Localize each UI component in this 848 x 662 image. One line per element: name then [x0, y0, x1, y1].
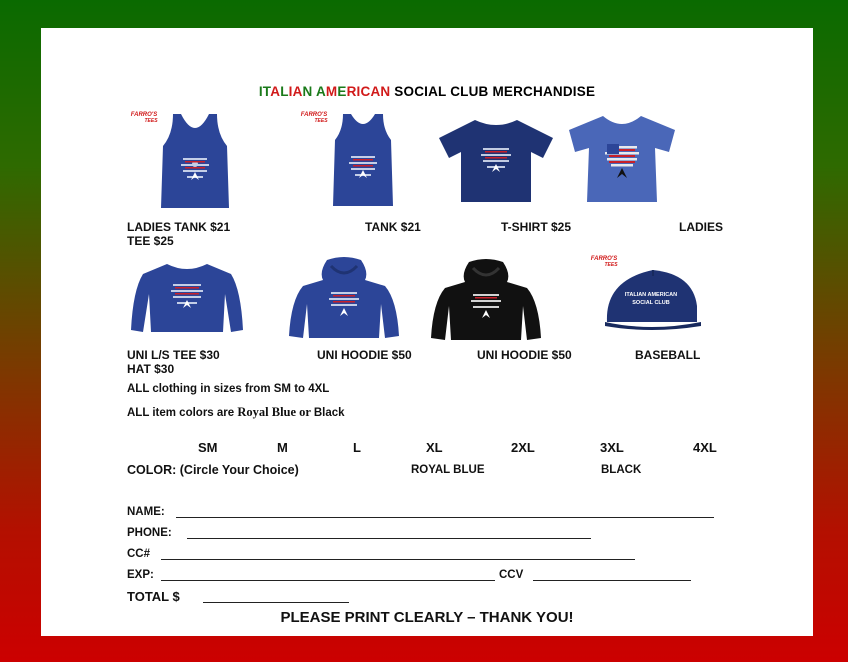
- hat-text-line1: ITALIAN AMERICAN: [624, 292, 678, 298]
- size-sm[interactable]: SM: [198, 440, 218, 455]
- long-sleeve-tee-image: [127, 260, 247, 334]
- tank-image: [323, 112, 403, 210]
- page-title: ITALIAN AMERICAN SOCIAL CLUB MERCHANDISE: [258, 84, 596, 99]
- colors-note: ALL item colors are Royal Blue or Black: [127, 405, 345, 419]
- exp-label: EXP:: [127, 569, 154, 581]
- hoodie-blue-label: UNI HOODIE $50: [317, 348, 412, 362]
- total-label: TOTAL $: [127, 589, 180, 604]
- size-4xl[interactable]: 4XL: [693, 440, 717, 455]
- total-field[interactable]: [203, 602, 349, 603]
- size-xl[interactable]: XL: [426, 440, 443, 455]
- phone-field[interactable]: [187, 538, 591, 539]
- exp-field[interactable]: [161, 580, 495, 581]
- svg-text:TEES: TEES: [144, 118, 158, 124]
- name-label: NAME:: [127, 506, 165, 518]
- svg-text:FARRO'S: FARRO'S: [300, 112, 328, 118]
- hoodie-black-image: [429, 258, 543, 342]
- phone-label: PHONE:: [127, 527, 172, 539]
- ladies-tank-image: [147, 112, 243, 212]
- baseball-hat-image: [601, 266, 705, 330]
- color-royal-blue[interactable]: ROYAL BLUE: [411, 464, 485, 476]
- size-m[interactable]: M: [277, 440, 288, 455]
- svg-text:TEES: TEES: [314, 118, 328, 124]
- name-field[interactable]: [176, 517, 714, 518]
- ladies-tank-label: LADIES TANK $21: [127, 220, 231, 234]
- svg-text:FARRO'S: FARRO'S: [590, 256, 618, 262]
- cc-label: CC#: [127, 548, 151, 560]
- tank-label: TANK $21: [365, 220, 421, 234]
- hoodie-black-label: UNI HOODIE $50: [477, 348, 572, 362]
- size-3xl[interactable]: 3XL: [600, 440, 624, 455]
- footer-note: PLEASE PRINT CLEARLY – THANK YOU!: [280, 609, 574, 626]
- ladies-tee-label: TEE $25: [127, 234, 174, 248]
- size-l[interactable]: L: [353, 440, 361, 455]
- ladies-label: LADIES: [679, 220, 724, 234]
- ccv-field[interactable]: [533, 580, 691, 581]
- ccv-label: CCV: [499, 569, 524, 581]
- hat-label: HAT $30: [127, 362, 175, 376]
- ladies-tee-image: [565, 114, 679, 204]
- color-black[interactable]: BLACK: [601, 464, 642, 476]
- size-2xl[interactable]: 2XL: [511, 440, 535, 455]
- baseball-label: BASEBALL: [635, 348, 701, 362]
- ls-tee-label: UNI L/S TEE $30: [127, 348, 220, 362]
- svg-text:TEES: TEES: [604, 262, 618, 268]
- order-form-sheet: [41, 28, 813, 636]
- tshirt-image: [435, 118, 557, 204]
- color-choice-label: COLOR: (Circle Your Choice): [127, 463, 299, 477]
- tshirt-label: T-SHIRT $25: [501, 220, 572, 234]
- hoodie-blue-image: [287, 256, 401, 340]
- cc-field[interactable]: [161, 559, 635, 560]
- hat-text-line2: SOCIAL CLUB: [632, 300, 670, 306]
- sizes-note: ALL clothing in sizes from SM to 4XL: [127, 383, 330, 395]
- svg-text:FARRO'S: FARRO'S: [130, 112, 158, 118]
